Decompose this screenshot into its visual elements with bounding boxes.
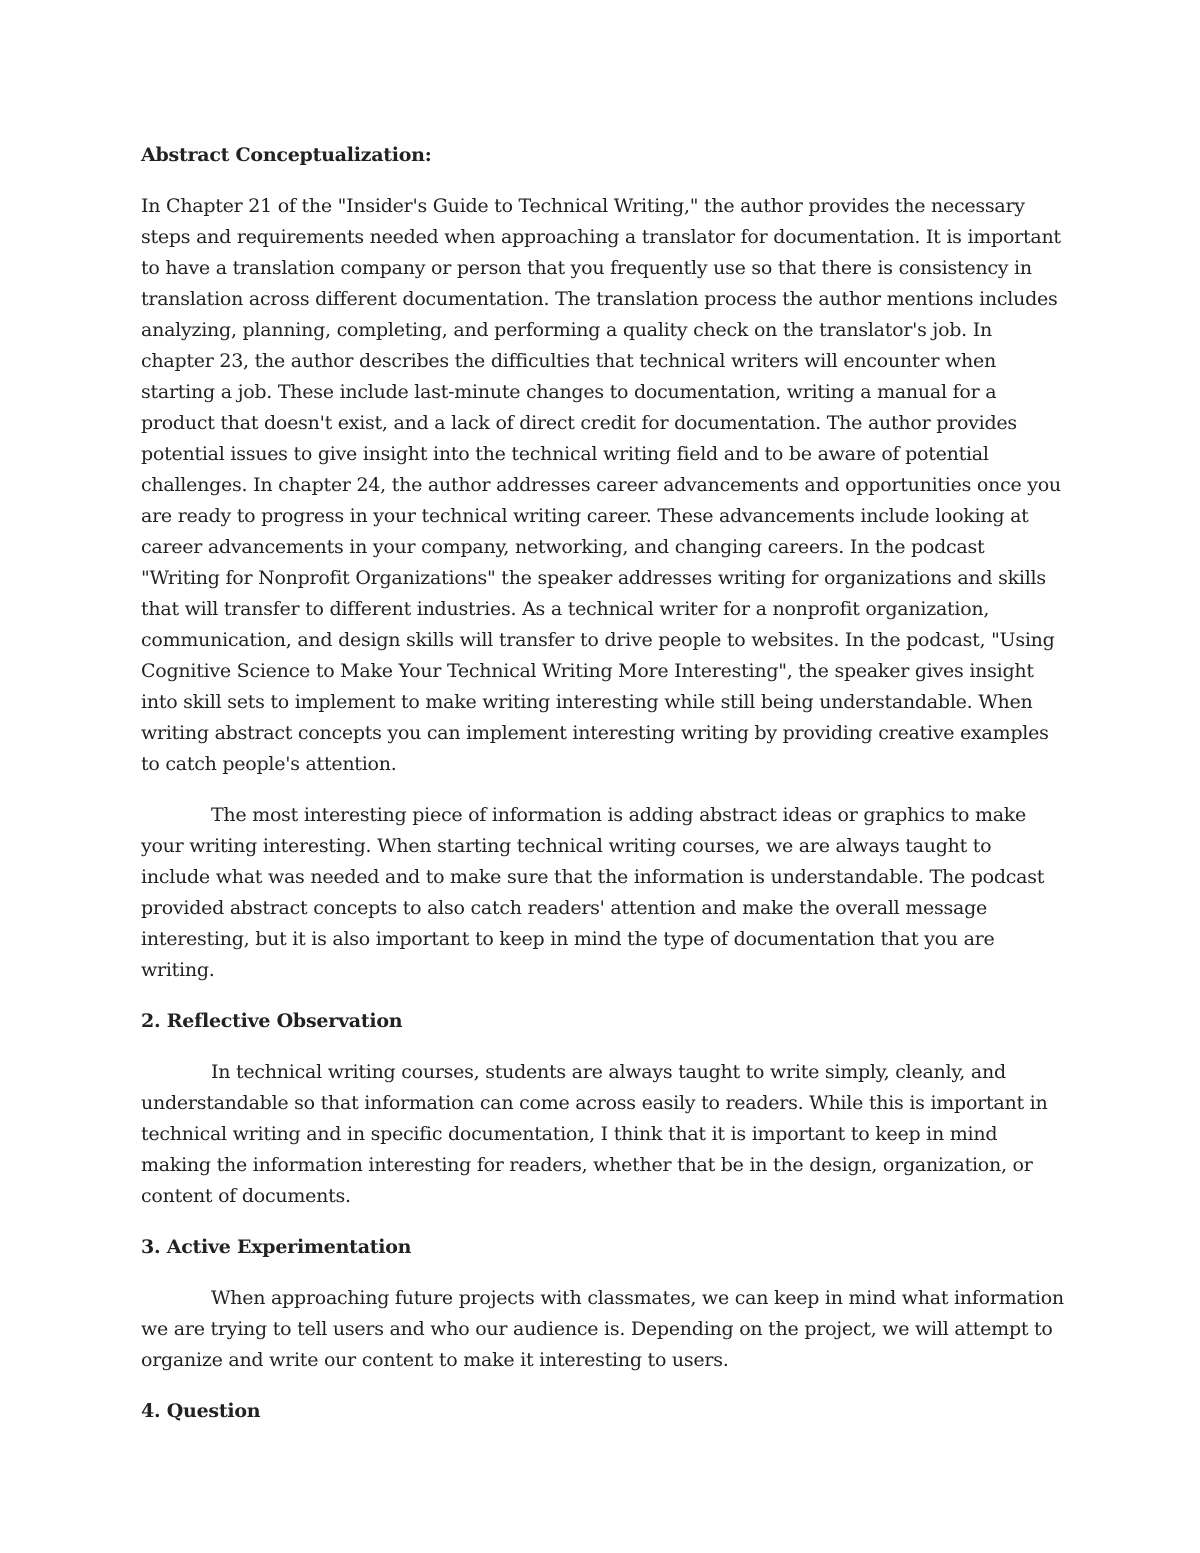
abstract-paragraph-1: In Chapter 21 of the "Insider's Guide to Technical Writing," the author provides the necessary steps and requirements needed when approaching a translator for documentation. It is important to have a translation company or person that you frequently use so that there is consistency in translation across different documentation. The translation process the author mentions includes analyzing, planning, completing, and performing a quality check on the translator's job. In chapter 23, the author describes the difficulties that technical writers will encounter when starting a job. These include last-minute changes to documentation, writing a manual for a product that doesn't exist, and a lack of direct credit for documentation. The author provides potential issues to give insight into the technical writing field and to be aware of potential challenges. In chapter 24, the author addresses career advancements and opportunities once you are ready to progress in your technical writing career. These advancements include looking at career advancements in your company, networking, and changing careers. In the podcast "Writing for Nonprofit Organizations" the speaker addresses writing for organizations and skills that will transfer to different industries. As a technical writer for a nonprofit organization, communication, and design skills will transfer to drive people to websites. In the podcast, "Using Cognitive Science to Make Your Technical Writing More Interesting", the speaker gives insight into skill sets to implement to make writing interesting while still being understandable. When writing abstract concepts you can implement interesting writing by providing creative examples to catch people's attention.	[141, 195, 1061, 775]
section-heading-reflective: 2. Reflective Observation	[141, 1010, 403, 1032]
section-heading-abstract: Abstract Conceptualization:	[141, 144, 432, 166]
reflective-paragraph: In technical writing courses, students are always taught to write simply, cleanly, and understandable so that information can come across easily to readers. While this is important in technical writing and in specific documentation, I think that it is important to keep in mind making the information interesting for readers, whether that be in the design, organization, or content of documents.	[141, 1061, 1048, 1207]
active-paragraph: When approaching future projects with classmates, we can keep in mind what information we are trying to tell users and who our audience is. Depending on the project, we will attempt to organize and write our content to make it interesting to users.	[141, 1287, 1064, 1371]
document-page	[141, 140, 1066, 1447]
section-heading-active: 3. Active Experimentation	[141, 1236, 412, 1258]
section-heading-question: 4. Question	[141, 1400, 261, 1422]
abstract-paragraph-2: The most interesting piece of information is adding abstract ideas or graphics to make your writing interesting. When starting technical writing courses, we are always taught to include what was needed and to make sure that the information is understandable. The podcast provided abstract concepts to also catch readers' attention and make the overall message interesting, but it is also important to keep in mind the type of documentation that you are writing.	[141, 804, 1045, 981]
